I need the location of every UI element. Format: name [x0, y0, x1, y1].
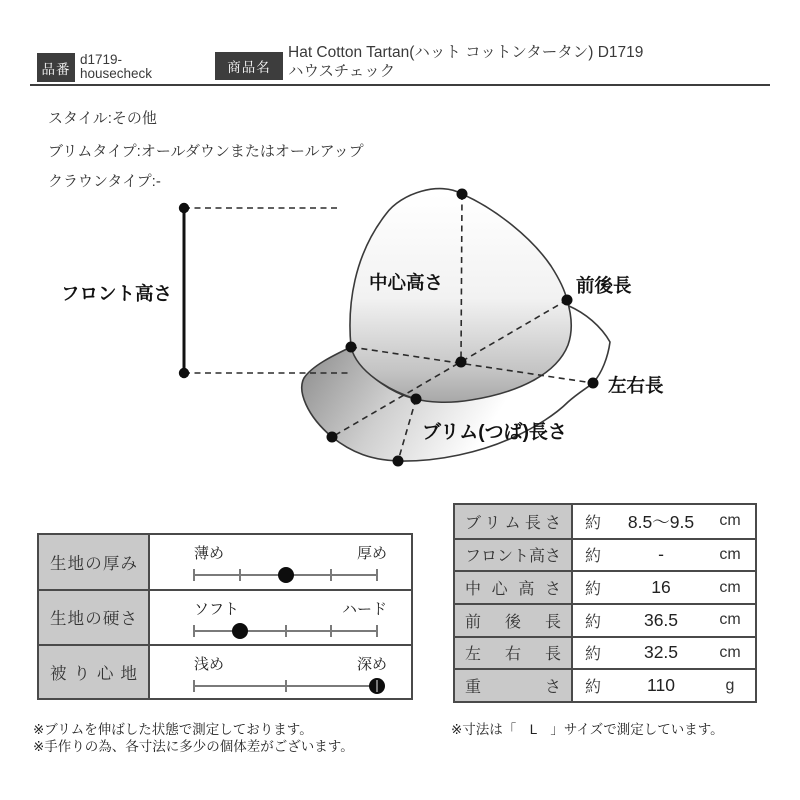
slider-tick: [330, 569, 332, 581]
footnotes-left: [33, 721, 354, 755]
spec-brim-type: ブリムタイプ:オールダウンまたはオールアップ: [48, 143, 364, 160]
slider-tick: [285, 625, 287, 637]
slider-min-label: ソフト: [194, 601, 240, 619]
slider-tick: [193, 625, 195, 637]
slider-track: [194, 630, 377, 632]
part-no-tag-label: 品番: [41, 61, 71, 77]
slider-max-label: 厚め: [356, 545, 387, 562]
slider-tick: [376, 569, 378, 581]
feel-row-slider-thickness: [150, 535, 411, 589]
size-row-value: 約 16 cm: [573, 570, 755, 603]
size-row-label: 中心高さ: [455, 570, 573, 603]
product-name-line2: ハウスチェック: [288, 63, 396, 80]
slider-tick: [330, 625, 332, 637]
header-divider: [30, 84, 770, 86]
slider-track: [194, 574, 377, 576]
product-name-line1: Hat Cotton Tartan(ハット コットンタータン) D1719: [288, 44, 644, 61]
size-row-label: フロント高さ: [455, 538, 573, 571]
product-name-tag: [215, 52, 283, 80]
slider-tick: [193, 569, 195, 581]
brim-length-label: ブリム(つば)長さ: [422, 422, 567, 443]
spec-style: スタイル:その他: [48, 110, 157, 127]
feel-row-slider-stiffness: [150, 589, 411, 643]
footnote-handmade: ※手作りの為、各寸法に多少の個体差がございます。: [33, 739, 354, 754]
front-height-label: フロント高さ: [60, 283, 172, 304]
size-row-value: 約 32.5 cm: [573, 636, 755, 669]
slider-tick: [376, 680, 378, 692]
size-spec-table: [453, 503, 757, 703]
size-row-label: 重さ: [455, 668, 573, 701]
spec-crown-type: クラウンタイプ:-: [48, 173, 161, 190]
slider-tick: [239, 569, 241, 581]
hat-measurement-diagram: [40, 180, 690, 480]
slider-min-label: 薄め: [194, 545, 225, 562]
part-no-line2: housecheck: [80, 65, 153, 81]
size-row-label: ブリム長さ: [455, 505, 573, 538]
part-no-tag: [37, 53, 75, 82]
slider-max-label: ハード: [341, 601, 387, 619]
feel-row-label: 被り心地: [39, 644, 150, 698]
size-row-value: 約 - cm: [573, 538, 755, 571]
size-row-value: 約 8.5～9.5 cm: [573, 505, 755, 538]
size-row-label: 前後長: [455, 603, 573, 636]
slider-tick: [193, 680, 195, 692]
center-height-label: 中心高さ: [369, 272, 444, 293]
part-no-value: [80, 53, 152, 80]
slider-track: [194, 685, 377, 687]
feel-row-label: 生地の硬さ: [39, 589, 150, 643]
footnote-brim: ※ブリムを伸ばした状態で測定しております。: [33, 722, 313, 737]
size-row-label: 左右長: [455, 636, 573, 669]
part-no-line1: d1719-: [80, 52, 123, 67]
slider-tick: [376, 625, 378, 637]
slider-dot: [278, 567, 294, 583]
hat-crown-shape: [350, 189, 571, 403]
product-name-tag-label: 商品名: [227, 60, 271, 75]
slider-dot: [232, 623, 248, 639]
size-row-value: 約 36.5 cm: [573, 603, 755, 636]
left-right-label: 左右長: [608, 375, 664, 396]
size-row-value: 約 110 g: [573, 668, 755, 701]
footnote-size-basis: ※寸法は「 L 」サイズで測定しています。: [451, 722, 724, 737]
slider-min-label: 浅め: [194, 655, 225, 673]
feel-row-slider-fit: [150, 644, 411, 698]
slider-tick: [285, 680, 287, 692]
product-name: [288, 43, 768, 81]
slider-max-label: 深め: [356, 655, 387, 673]
fabric-feel-table: [37, 533, 413, 700]
front-back-label: 前後長: [576, 275, 632, 296]
feel-row-label: 生地の厚み: [39, 535, 150, 589]
